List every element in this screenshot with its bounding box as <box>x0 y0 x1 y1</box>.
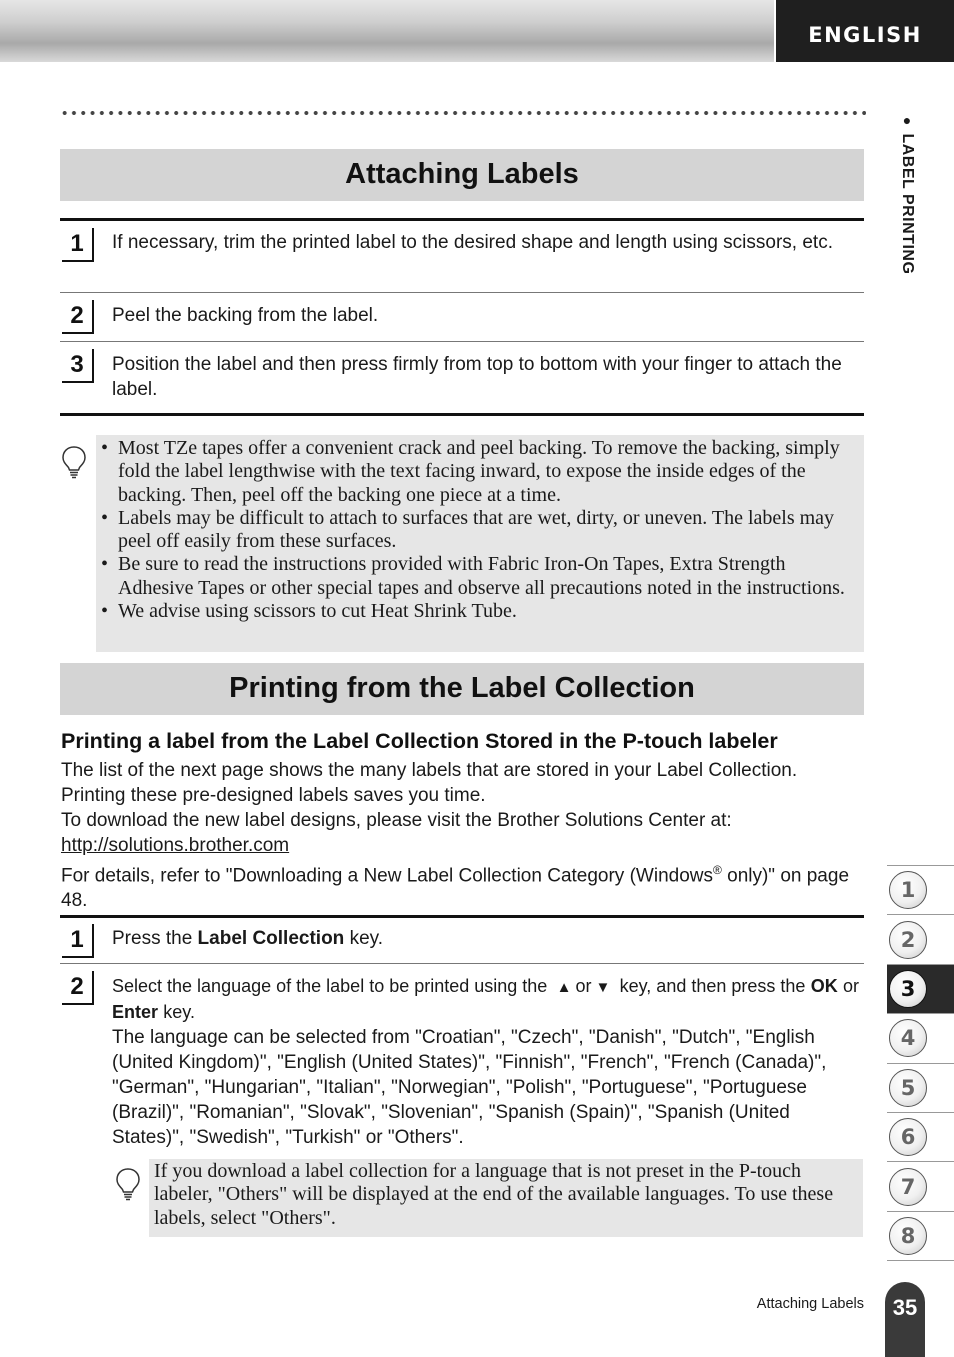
solutions-center-link[interactable]: http://solutions.brother.com <box>61 835 290 856</box>
tip-item: • Most TZe tapes offer a convenient crack and peel backing. To remove the backing, simply fold the label lengthwise with the text facing inward, to expose the inside edges of the backing. Then, peel off the backing one piece at a time. <box>98 437 860 507</box>
section-title-attaching: Attaching Labels <box>60 149 864 201</box>
side-bullet-icon: ● <box>899 112 915 129</box>
step-number: 2 <box>62 300 94 334</box>
chapter-tab-3[interactable] <box>887 964 954 1013</box>
step-number: 1 <box>62 228 94 262</box>
chapter-tab-2[interactable] <box>887 914 954 963</box>
tip-item: • Be sure to read the instructions provided with Fabric Iron-On Tapes, Extra Strength Adhesive Tapes or other special tapes and observe all precautions noted in the instructions. <box>98 553 860 600</box>
language-note-box: If you download a label collection for a language that is not preset in the P-touch labeler, "Others" will be displayed at the end of the available languages. To use these labels, select "Others". <box>149 1159 863 1237</box>
side-section-label <box>892 112 916 312</box>
chapter-number: 1 <box>889 871 927 909</box>
label-collection-key: Label Collection <box>197 928 345 949</box>
step-number: 2 <box>62 971 94 1005</box>
down-arrow-icon: ▼ <box>595 979 611 996</box>
enter-key: Enter <box>112 1002 159 1022</box>
sub-heading: Printing a label from the Label Collection Stored in the P-touch labeler <box>61 729 778 753</box>
tips-list <box>98 437 860 623</box>
step-divider <box>60 292 864 293</box>
footer-section-name: Attaching Labels <box>756 1296 864 1312</box>
chapter-number: 2 <box>889 921 927 959</box>
ok-key: OK <box>810 976 838 996</box>
step-text: If necessary, trim the printed label to the desired shape and length using scissors, etc. <box>112 232 833 253</box>
step-text: Peel the backing from the label. <box>112 305 379 326</box>
details-reference: For details, refer to "Downloading a New Label Collection Category (Windows® only)" on page 48. <box>61 863 850 912</box>
page-number: 35 <box>885 1282 925 1357</box>
chapter-tab-7[interactable] <box>887 1161 954 1210</box>
steps-top-rule <box>60 915 864 918</box>
dotted-divider <box>60 110 866 116</box>
intro-line: Printing these pre-designed labels saves you time. <box>61 785 486 806</box>
chapter-number: 4 <box>889 1019 927 1057</box>
chapter-tab-1[interactable] <box>887 865 954 914</box>
chapter-tab-4[interactable] <box>887 1013 954 1062</box>
chapter-number: 7 <box>889 1168 927 1206</box>
chapter-number: 6 <box>889 1118 927 1156</box>
up-arrow-icon: ▲ <box>556 979 572 996</box>
step-divider <box>60 963 864 964</box>
intro-line: The list of the next page shows the many labels that are stored in your Label Collection. <box>61 760 798 781</box>
header-band <box>0 0 774 62</box>
chapter-number: 5 <box>889 1069 927 1107</box>
lightbulb-icon <box>115 1167 141 1201</box>
chapter-tab-6[interactable] <box>887 1112 954 1161</box>
tips-note-box <box>96 435 864 652</box>
step-number: 3 <box>62 349 94 383</box>
language-tab: ENGLISH <box>776 0 954 62</box>
chapter-number: 8 <box>889 1217 927 1255</box>
steps-bottom-rule <box>60 413 864 416</box>
tip-item: • We advise using scissors to cut Heat Shrink Tube. <box>98 600 860 623</box>
language-list: The language can be selected from "Croatian", "Czech", "Danish", "Dutch", "English (United Kingdom)", "English (United States)", "Finnish", "French", "French (Canada)", "German", "Hungarian", "Italian", "Norwegian", "Polish", "Portuguese", "Portuguese (Brazil)", "Romanian", "Slovak", "Slovenian", "Spanish (Spain)", "Spanish (United States)", "Swedish", "Turkish" or "Others". <box>112 1027 827 1148</box>
intro-paragraph <box>61 758 861 913</box>
intro-line: To download the new label designs, please visit the Brother Solutions Center at: <box>61 810 732 831</box>
section-title-collection: Printing from the Label Collection <box>60 663 864 715</box>
chapter-tab-5[interactable] <box>887 1063 954 1112</box>
step-text: Select the language of the label to be printed using the ▲ or ▼ key, and then press the OK or Enter key. The language can be selected from "Croatian", "Czech", "Danish", "Dutch", "English (United Kingdom)", "English (United States)", "Finnish", "French", "French (Canada)", "German", "Hungarian", "Italian", "Norwegian", "Polish", "Portuguese", "Portuguese (Brazil)", "Romanian", "Slovak", "Slovenian", "Spanish (Spain)", "Spanish (United States)", "Swedish", "Turkish" or "Others". <box>112 976 859 1148</box>
steps-top-rule <box>60 218 864 221</box>
tip-item: • Labels may be difficult to attach to surfaces that are wet, dirty, or uneven. The labels may peel off easily from these surfaces. <box>98 507 860 554</box>
lightbulb-icon <box>61 445 87 479</box>
chapter-tab-8[interactable] <box>887 1211 954 1260</box>
chapter-number: 3 <box>889 970 927 1008</box>
step-number: 1 <box>62 924 94 958</box>
step-text: Press the Label Collection key. <box>112 928 384 949</box>
step-divider <box>60 341 864 342</box>
chapter-tabs-bottom-rule <box>887 1260 954 1261</box>
step-text: Position the label and then press firmly from top to bottom with your finger to attach the label. <box>112 354 842 400</box>
chapter-tabs <box>887 865 954 1261</box>
side-label-text: LABEL PRINTING <box>899 133 916 275</box>
